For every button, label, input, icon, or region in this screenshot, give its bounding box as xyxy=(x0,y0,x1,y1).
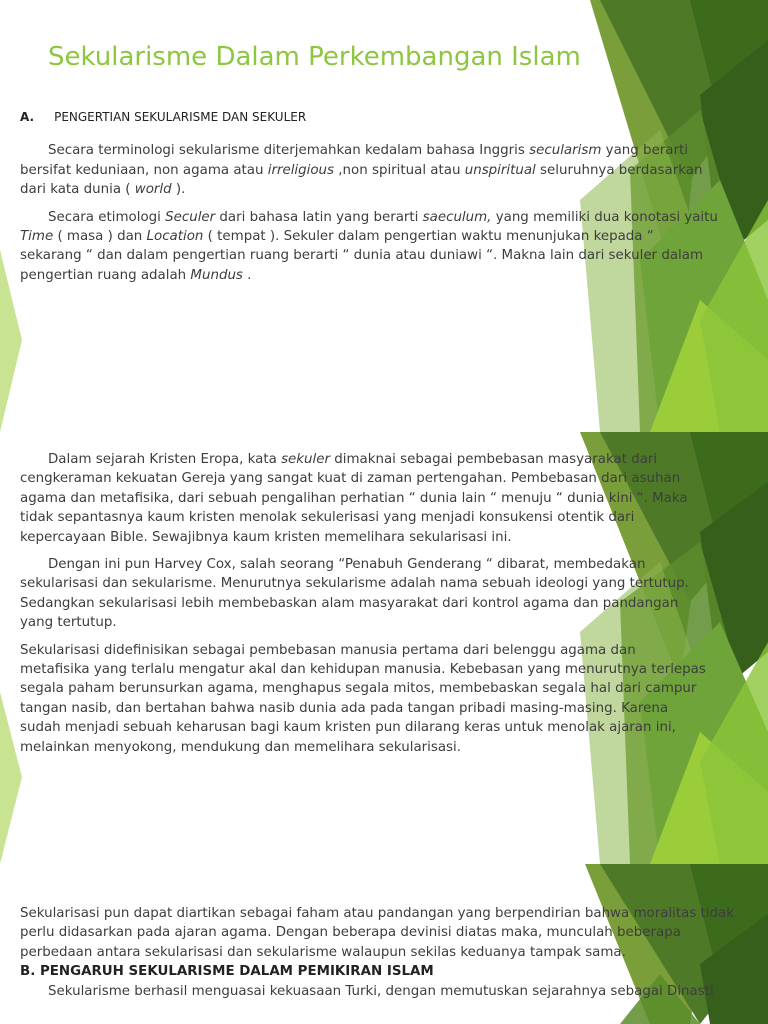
paragraph: Sekularisasi pun dapat diartikan sebagai faham atau pandangan yang berpendirian bahwa moralitas tidak perlu didasarkan pada ajaran agama. Dengan beberapa devinisi diatas maka, munculah beberapa perbedaan antara sekularisasi dan sekularisme walaupun sekilas keduanya tampak sama. xyxy=(20,906,734,960)
italic-term: saeculum, xyxy=(422,209,492,225)
paragraph xyxy=(20,208,718,286)
text-run: ( tempat ). Sekuler dalam pengertian waktu menunjukan kepada “ sekarang “ dan dalam pengertian ruang berarti “ dunia atau duniawi “. Makna lain dari sekuler dalam pengertian ruang adalah xyxy=(20,229,703,283)
paragraph: Dengan ini pun Harvey Cox, salah seorang “Penabuh Genderang “ dibarat, membedakan sekularisasi dan sekularisme. Menurutnya sekularisme adalah nama sebuah ideologi yang tertutup. Sedangkan sekularisasi lebih membebaskan alam masyarakat dari kontrol agama dan pandangan yang tertutup. xyxy=(20,557,689,631)
italic-term: Mundus xyxy=(190,267,243,283)
text-run: ,non spiritual atau xyxy=(334,162,465,178)
section-title: PENGERTIAN SEKULARISME DAN SEKULER xyxy=(54,110,307,124)
slide-2-body xyxy=(20,450,706,757)
paragraph xyxy=(20,141,718,199)
section-heading xyxy=(20,108,718,127)
italic-term: Location xyxy=(146,229,204,245)
italic-term: world xyxy=(134,182,172,198)
text-run: Dalam sejarah Kristen Eropa, kata xyxy=(48,452,282,467)
italic-term: irreligious xyxy=(267,162,335,178)
slide-1 xyxy=(0,0,768,432)
italic-term: unspiritual xyxy=(464,162,536,178)
text-run: Secara terminologi sekularisme diterjemahkan kedalam bahasa Inggris xyxy=(48,143,530,159)
text-run: ). xyxy=(171,182,186,198)
slide-title: Sekularisme Dalam Perkembangan Islam xyxy=(48,42,581,72)
text-run: seluruhnya berdasarkan dari kata dunia ( xyxy=(20,162,703,198)
text-run: yang berarti bersifat keduniaan, non agama atau xyxy=(20,143,688,178)
text-run: Secara etimologi xyxy=(48,209,166,225)
italic-term: Seculer xyxy=(165,209,216,225)
text-run: . xyxy=(242,267,252,283)
slide-3 xyxy=(0,864,768,1024)
slide-3-body xyxy=(20,904,738,1001)
paragraph: Sekularisme berhasil menguasai kekuasaan Turki, dengan memutuskan sejarahnya sebagai Dinasti xyxy=(48,983,714,999)
text-run: yang memiliki dua konotasi yaitu xyxy=(491,209,718,225)
italic-term: secularism xyxy=(529,143,602,159)
section-letter: A. xyxy=(20,110,35,124)
section-heading: B. PENGARUH SEKULARISME DALAM PEMIKIRAN ISLAM xyxy=(20,964,434,980)
slide-2 xyxy=(0,432,768,864)
text-run: dari bahasa latin yang berarti xyxy=(215,209,423,225)
italic-term: Time xyxy=(20,229,54,245)
paragraph xyxy=(20,450,706,547)
paragraph: Sekularisasi didefinisikan sebagai pembebasan manusia pertama dari belenggu agama dan metafisika yang terlalu mengatur akal dan kehidupan manusia. Kebebasan yang menurutnya terlepas segala paham berunsurkan agama, menghapus segala mitos, membebaskan segala hal dari campur tangan nasib, dan bertahan bahwa nasib dunia ada pada tangan pribadi masing-masing. Karena sudah menjadi sebuah keharusan bagi kaum kristen pun dilarang keras untuk menolak ajaran ini, melainkan menyokong, mendukung dan memelihara sekularisasi. xyxy=(20,642,706,755)
italic-term: sekuler xyxy=(281,452,330,467)
text-run: ( masa ) dan xyxy=(53,229,147,245)
slide-1-body xyxy=(20,108,718,285)
text-run: dimaknai sebagai pembebasan masyarakat dari cengkeraman kekuatan Gereja yang sangat kuat di zaman pertengahan. Pembebasan dari asuhan agama dan metafisika, dari sebuah pengalihan perhatian “ dunia lain “ menuju “ dunia kini “. Maka tidak sepantasnya kaum kristen menolak sekulerisasi yang menjadi konsukensi otentik dari kepercayaan Bible. Sewajibnya kaum kristen memelihara sekularisasi ini. xyxy=(20,452,688,545)
